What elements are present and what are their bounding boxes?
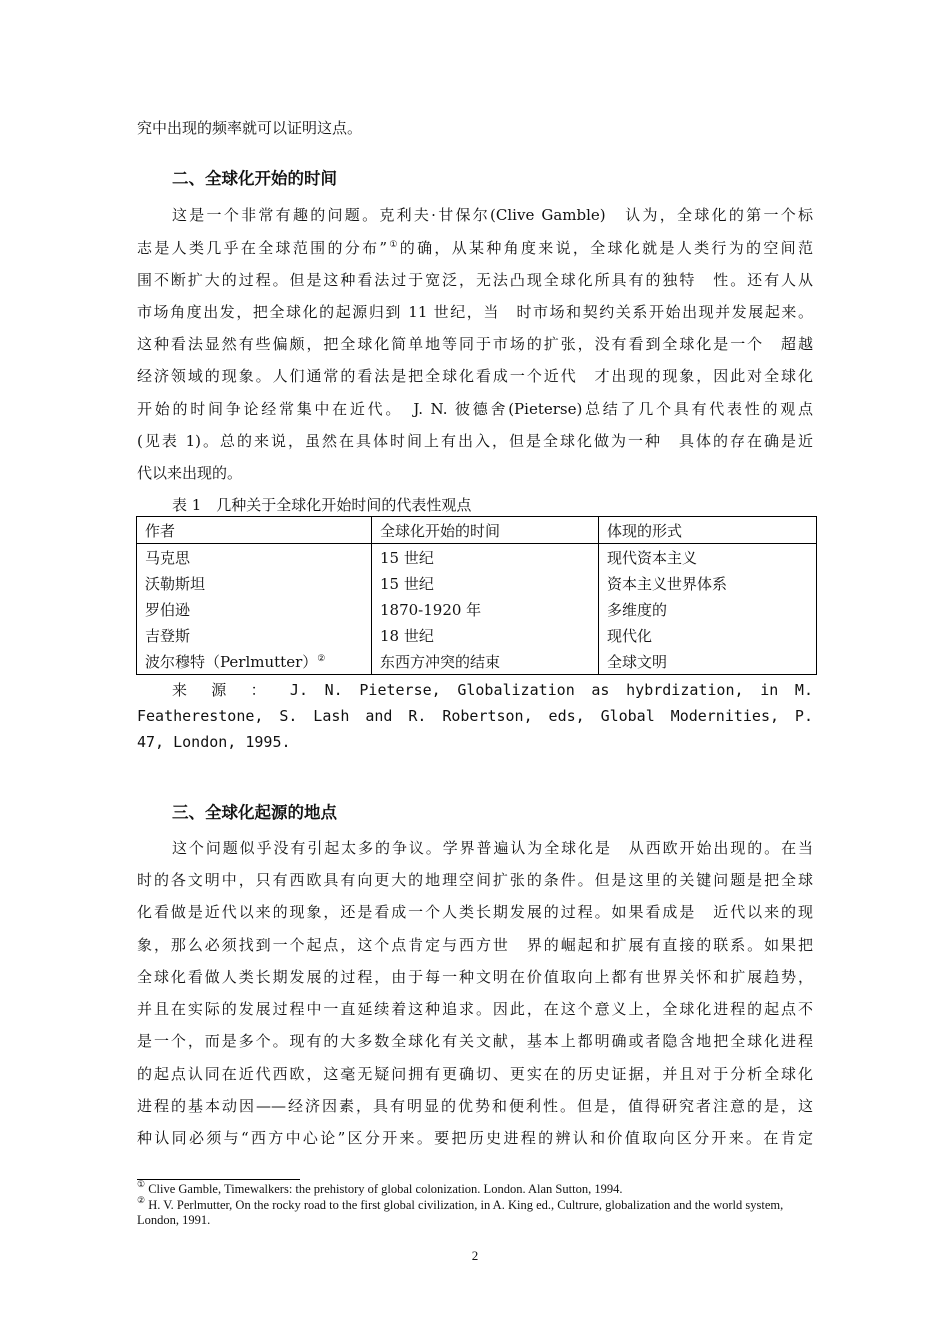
s2-line-2 bbox=[137, 238, 813, 258]
table-source-line-1 bbox=[172, 677, 813, 703]
table-cell bbox=[137, 648, 372, 675]
table-header-form: 体现的形式 bbox=[599, 517, 817, 544]
s2-line-4: 市场角度出发，把全球化的起源归到 11 世纪，当 时市场和契约关系开始出现并发展起来。 bbox=[137, 303, 813, 321]
table-cell-text: 波尔穆特（Perlmutter） bbox=[145, 652, 318, 671]
s3-line-4: 象，那么必须找到一个起点，这个点肯定与西方世 界的崛起和扩展有直接的联系。如果把 bbox=[137, 936, 813, 954]
section-2-heading: 二、全球化开始的时间 bbox=[172, 169, 337, 188]
table-caption: 表 1 几种关于全球化开始时间的代表性观点 bbox=[172, 496, 472, 514]
footnote-1-text: Clive Gamble, Timewalkers: the prehistory of global colonization. London. Alan Sutton, 1994. bbox=[148, 1182, 623, 1196]
intro-tail-text: 究中出现的频率就可以证明这点。 bbox=[137, 119, 363, 137]
s3-line-5: 全球化看做人类长期发展的过程，由于每一种文明在价值取向上都有世界关怀和扩展趋势， bbox=[137, 968, 813, 986]
s3-line-1: 这个问题似乎没有引起太多的争议。学界普遍认为全球化是 从西欧开始出现的。在当 bbox=[172, 839, 813, 857]
table-cell: 沃勒斯坦 bbox=[137, 570, 372, 596]
table-cell: 资本主义世界体系 bbox=[599, 570, 817, 596]
table-cell: 吉登斯 bbox=[137, 622, 372, 648]
s3-line-7: 是一个，而是多个。现有的大多数全球化有关文献，基本上都明确或者隐含地把全球化进程 bbox=[137, 1032, 813, 1050]
s2-line-3: 围不断扩大的过程。但是这种看法过于宽泛，无法凸现全球化所具有的独特 性。还有人从 bbox=[137, 271, 813, 289]
s2-line-6: 经济领域的现象。人们通常的看法是把全球化看成一个近代 才出现的现象，因此对全球化 bbox=[137, 367, 813, 385]
s2-line-5: 这种看法显然有些偏颇，把全球化简单地等同于市场的扩张，没有看到全球化是一个 超越 bbox=[137, 335, 813, 353]
footnote-1 bbox=[137, 1179, 817, 1197]
s2-line-8: (见表 1)。总的来说，虽然在具体时间上有出入，但是全球化做为一种 具体的存在确是近 bbox=[137, 432, 813, 450]
footnote-2-mark: ② bbox=[137, 1195, 146, 1205]
table-cell: 15 世纪 bbox=[372, 570, 599, 596]
s2-line-2b: 的确，从某种角度来说，全球化就是人类行为的空间范 bbox=[399, 239, 813, 257]
s3-line-8: 的起点认同在近代西欧，这毫无疑问拥有更确切、更实在的历史证据，并且对于分析全球化 bbox=[137, 1065, 813, 1083]
page-number: 2 bbox=[471, 1248, 479, 1263]
footnote-1-mark: ① bbox=[137, 1179, 146, 1189]
table-cell: 15 世纪 bbox=[372, 544, 599, 571]
table-row bbox=[137, 544, 817, 571]
table-row bbox=[137, 596, 817, 622]
s3-line-9: 进程的基本动因——经济因素，具有明显的优势和便利性。但是，值得研究者注意的是，这 bbox=[137, 1097, 813, 1115]
s3-line-10: 种认同必须与“西方中心论”区分开来。要把历史进程的辨认和价值取向区分开来。在肯定 bbox=[137, 1129, 813, 1147]
table-row bbox=[137, 622, 817, 648]
footnote-ref-1[interactable]: ① bbox=[387, 240, 400, 250]
table-cell: 现代资本主义 bbox=[599, 544, 817, 571]
table-cell: 马克思 bbox=[137, 544, 372, 571]
s2-line-1: 这是一个非常有趣的问题。克利夫·甘保尔(Clive Gamble) 认为，全球化的第一个标 bbox=[172, 206, 813, 224]
table-header-row bbox=[137, 517, 817, 544]
section-3-heading: 三、全球化起源的地点 bbox=[172, 803, 337, 822]
footnote-2 bbox=[137, 1195, 817, 1228]
table-source-text-2: Featherestone, S. Lash and R. Robertson, eds, Global Modernities, P. bbox=[137, 707, 813, 725]
table-cell: 现代化 bbox=[599, 622, 817, 648]
table-row bbox=[137, 648, 817, 675]
s3-line-2: 时的各文明中，只有西欧具有向更大的地理空间扩张的条件。但是这里的关键问题是把全球 bbox=[137, 871, 813, 889]
s2-line-7: 开始的时间争论经常集中在近代。 J. N. 彼德舍(Pieterse)总结了几个具有代表性的观点 bbox=[137, 400, 813, 418]
table-cell: 多维度的 bbox=[599, 596, 817, 622]
s2-line-2a: 志是人类几乎在全球范围的分布” bbox=[137, 239, 388, 257]
footnote-2-text: H. V. Perlmutter, On the rocky road to the first global civilization, in A. King ed., Cultrure, globalization and the world system, London, 1991. bbox=[137, 1198, 784, 1227]
table-row bbox=[137, 570, 817, 596]
table-cell: 全球文明 bbox=[599, 648, 817, 675]
s2-line-9: 代以来出现的。 bbox=[137, 464, 243, 482]
footnote-divider bbox=[137, 1179, 300, 1180]
footnote-ref-2[interactable]: ② bbox=[317, 653, 326, 664]
table-source-line-2 bbox=[137, 703, 813, 729]
s3-line-6: 并且在实际的发展过程中一直延续着这种追求。因此，在这个意义上，全球化进程的起点不 bbox=[137, 1000, 813, 1018]
table-source-text-1: 来 源 ： J. N. Pieterse, Globalization as hybrdization, in M. bbox=[172, 681, 813, 699]
table-cell: 罗伯逊 bbox=[137, 596, 372, 622]
table-cell: 东西方冲突的结束 bbox=[372, 648, 599, 675]
table-header-author: 作者 bbox=[137, 517, 372, 544]
table-cell: 1870-1920 年 bbox=[372, 596, 599, 622]
table-source-line-3: 47, London, 1995. bbox=[137, 733, 291, 751]
table-cell: 18 世纪 bbox=[372, 622, 599, 648]
table-header-time: 全球化开始的时间 bbox=[372, 517, 599, 544]
s3-line-3: 化看做是近代以来的现象，还是看成一个人类长期发展的过程。如果看成是 近代以来的现 bbox=[137, 903, 813, 921]
globalization-table bbox=[136, 516, 817, 675]
